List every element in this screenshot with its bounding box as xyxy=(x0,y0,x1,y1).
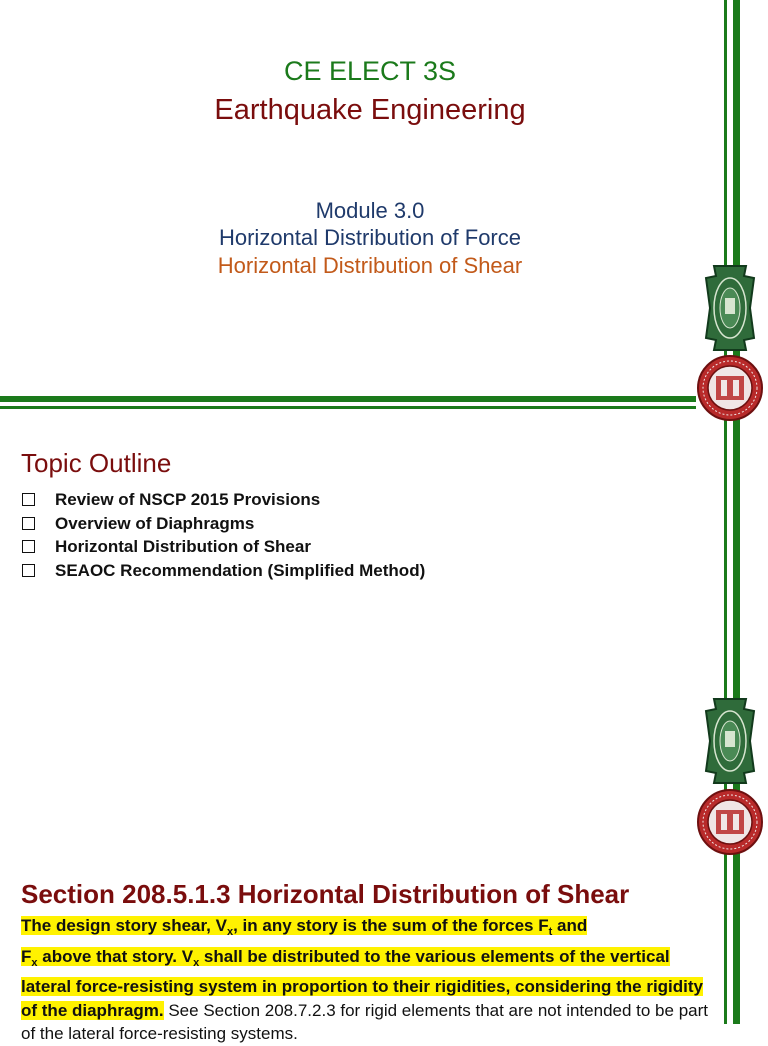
university-seal-logo xyxy=(704,264,756,352)
section-paragraph xyxy=(21,914,721,1046)
course-code: CE ELECT 3S xyxy=(283,56,457,86)
outline-item-label: Review of NSCP 2015 Provisions xyxy=(55,490,321,509)
slide-divider-outer xyxy=(0,396,696,402)
checkbox-bullet-icon xyxy=(22,517,35,530)
outline-item-label: SEAOC Recommendation (Simplified Method) xyxy=(55,560,426,580)
list-item xyxy=(22,512,425,536)
outline-item-label: Horizontal Distribution of Shear xyxy=(55,537,311,556)
university-seal-logo xyxy=(704,697,756,785)
outline-item-label: Overview of Diaphragms xyxy=(55,513,255,533)
list-item xyxy=(22,535,425,559)
module-subtitle: Horizontal Distribution of Shear xyxy=(217,253,523,278)
module-number: Module 3.0 xyxy=(315,198,425,223)
list-item xyxy=(22,488,425,512)
topic-outline-heading: Topic Outline xyxy=(21,448,172,478)
college-engineering-seal-logo xyxy=(696,352,764,424)
right-border-line-outer xyxy=(724,0,727,1024)
college-engineering-seal-logo xyxy=(696,786,764,858)
section-heading: Section 208.5.1.3 Horizontal Distribution of Shear xyxy=(21,879,630,909)
list-item xyxy=(22,559,425,583)
module-title: Horizontal Distribution of Force xyxy=(218,225,521,250)
course-title: Earthquake Engineering xyxy=(214,94,526,126)
highlighted-text: The design story shear, $V_x$, in any story is the sum of the forces $F_t$ and $F_x$ above that story. $V_x$ shall be distributed to the various elements of the vertical lateral force-resisting system in proportion to their rigidities, considering the rigidity of the diaphragm. xyxy=(21,916,704,1020)
checkbox-bullet-icon xyxy=(22,540,35,553)
checkbox-bullet-icon xyxy=(22,564,35,577)
slide-divider-inner xyxy=(0,406,696,409)
plain-text: See Section 208.7.2.3 for rigid elements that are not intended to be part of the lateral force-resisting systems. xyxy=(21,1000,708,1043)
checkbox-bullet-icon xyxy=(22,493,35,506)
topic-outline-list xyxy=(22,488,425,582)
right-border-line-inner xyxy=(733,0,740,1024)
